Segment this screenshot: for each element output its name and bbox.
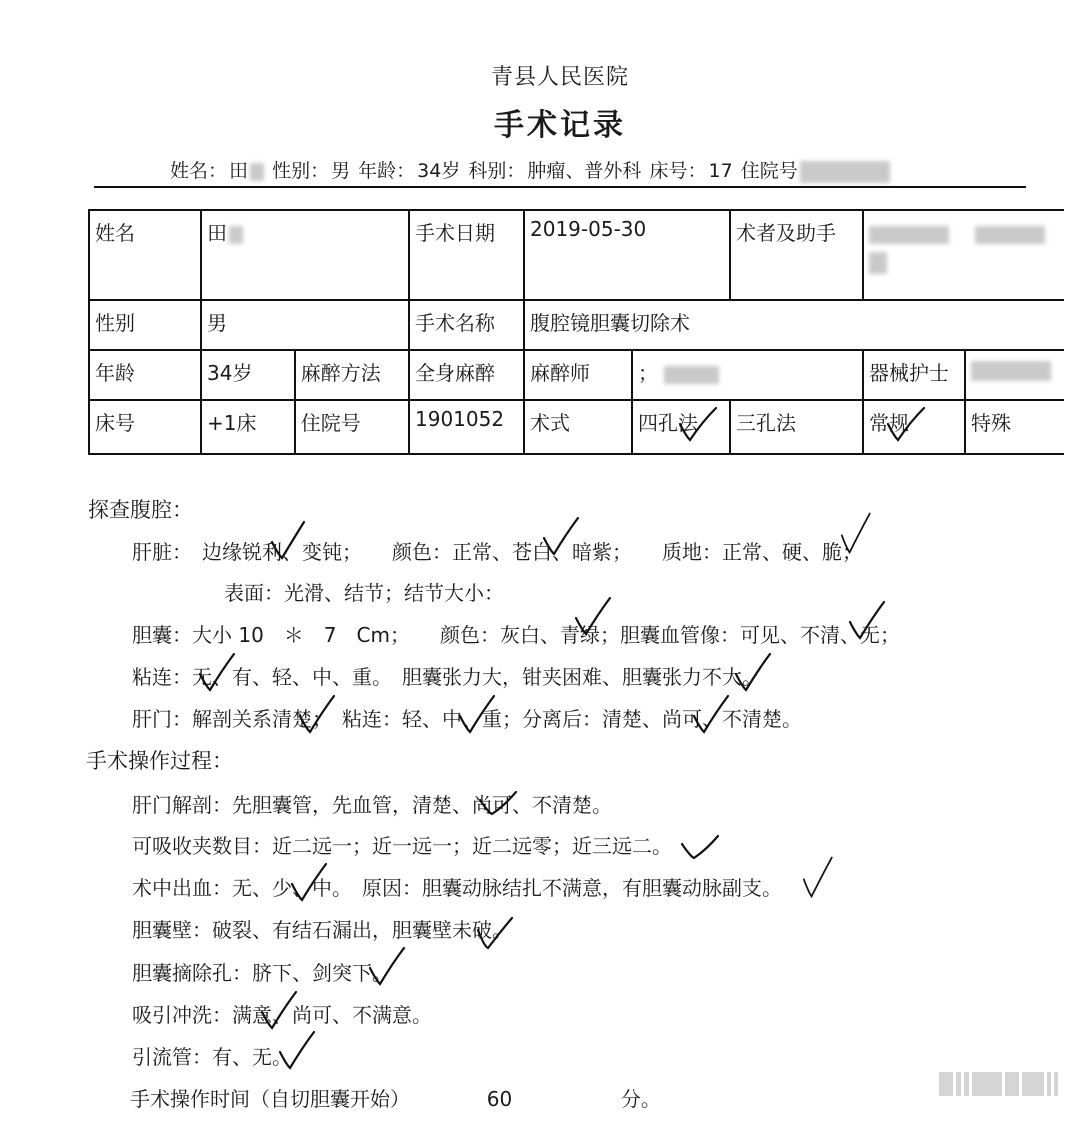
operation-time-label: 手术操作时间（自切胆囊开始） (130, 1087, 410, 1111)
cell-technique-label: 术式 (524, 400, 632, 454)
cell-option-routine: 常规 (863, 400, 965, 454)
info-age-value: 34岁 (417, 160, 461, 182)
cell-anesthetist-label: 麻醉师 (524, 350, 632, 400)
cell-surgery-name-value: 腹腔镜胆囊切除术 (524, 300, 1064, 350)
hospital-name: 青县人民医院 (490, 65, 629, 90)
gallbladder-line: 胆囊：大小 10 ＊ 7 Cm； 颜色：灰白、青绿；胆囊血管像：可见、不清、无； (132, 623, 900, 647)
operation-time-line (130, 1083, 661, 1112)
redacted-name (229, 226, 243, 244)
gallbladder-wall-line: 胆囊壁：破裂、有结石漏出，胆囊壁未破。 (132, 918, 512, 942)
anesthetist-separator: ； (638, 361, 659, 385)
cell-sex-label: 性别 (89, 300, 201, 350)
drain-line: 引流管：有、无。 (132, 1045, 292, 1069)
checkmark-icon (456, 694, 498, 736)
checkmark-icon (572, 596, 614, 638)
redacted-admission-number (800, 161, 890, 183)
info-sex-value: 男 (331, 160, 351, 182)
patient-info-line (170, 156, 892, 183)
checkmark-icon (676, 402, 718, 444)
checkmark-icon (296, 694, 338, 736)
cell-option-special: 特殊 (965, 400, 1064, 454)
cell-name-value (201, 210, 409, 300)
clips-line: 可吸收夹数目：近二远一；近一远一；近二远零；近三远二。 (132, 834, 672, 858)
checkmark-icon (476, 782, 518, 824)
operation-time-value: 60 (486, 1087, 513, 1111)
bleeding-line: 术中出血：无、少、中。 原因：胆囊动脉结扎不满意，有胆囊动脉副支。 (132, 876, 782, 900)
info-dept-value: 肿瘤、普外科 (527, 160, 642, 182)
checkmark-icon (540, 516, 582, 558)
cell-surgeon-value (863, 210, 1064, 300)
redacted-surgeon (869, 226, 949, 244)
cell-anesthetist-value (632, 350, 863, 400)
cell-sex-value: 男 (201, 300, 409, 350)
hilum-line: 肝门：解剖关系清楚； 粘连：轻、中、重；分离后：清楚、尚可、不清楚。 (132, 707, 802, 731)
info-name-value: 田 (229, 160, 249, 182)
checkmark-icon (884, 402, 926, 444)
cell-name-label: 姓名 (89, 210, 201, 300)
cell-surgery-date-value: 2019-05-30 (524, 210, 730, 300)
checkmark-icon (258, 990, 300, 1032)
liver-surface-line: 表面：光滑、结节；结节大小： (224, 581, 504, 605)
info-sex-label: 性别： (272, 160, 330, 182)
checkmark-icon (678, 826, 720, 868)
checkmark-icon (732, 652, 774, 694)
watermark-logo (939, 1072, 1058, 1096)
procedure-heading: 手术操作过程： (86, 749, 233, 773)
liver-line: 肝脏： 边缘锐利、变钝； 颜色：正常、苍白、暗紫； 质地：正常、硬、脆； (132, 540, 862, 564)
checkmark-icon (474, 912, 516, 954)
cell-admission-value: 1901052 (409, 400, 524, 454)
checkmark-icon (690, 694, 732, 736)
cell-anesthesia-method-value: 全身麻醉 (409, 350, 524, 400)
info-admission-label: 住院号 (740, 160, 798, 182)
checkmark-icon (288, 862, 330, 904)
cell-surgery-date-label: 手术日期 (409, 210, 524, 300)
adhesion-line: 粘连：无、有、轻、中、重。 胆囊张力大，钳夹困难、胆囊张力不大。 (132, 665, 762, 689)
name-value: 田 (207, 221, 227, 245)
cell-option-four-port: 四孔法 (632, 400, 730, 454)
info-name-label: 姓名： (170, 160, 228, 182)
info-bed-value: 17 (708, 160, 733, 182)
irrigation-line: 吸引冲洗：满意、尚可、不满意。 (132, 1003, 432, 1027)
operation-time-unit: 分。 (620, 1087, 661, 1111)
checkmark-icon (834, 512, 876, 554)
redacted-nurse (971, 361, 1051, 381)
cell-age-value: 34岁 (201, 350, 295, 400)
cell-age-label: 年龄 (89, 350, 201, 400)
cell-anesthesia-method-label: 麻醉方法 (295, 350, 409, 400)
document-title: 手术记录 (494, 108, 626, 143)
extraction-port-line: 胆囊摘除孔：脐下、剑突下。 (132, 961, 392, 985)
cell-bed-label: 床号 (89, 400, 201, 454)
checkmark-icon (366, 946, 408, 988)
info-dept-label: 科别： (468, 160, 526, 182)
cell-admission-label: 住院号 (295, 400, 409, 454)
cell-nurse-value (965, 350, 1064, 400)
checkmark-icon (846, 600, 888, 642)
cell-surgeon-label: 术者及助手 (730, 210, 863, 300)
header-rule (94, 186, 1026, 188)
cell-surgery-name-label: 手术名称 (409, 300, 524, 350)
cell-option-three-port: 三孔法 (730, 400, 863, 454)
info-age-label: 年龄： (358, 160, 416, 182)
checkmark-icon (196, 652, 238, 694)
redacted-name (250, 163, 264, 181)
info-bed-label: 床号： (649, 160, 707, 182)
redacted-anesthetist (664, 366, 719, 384)
checkmark-icon (268, 520, 310, 562)
checkmark-icon (796, 856, 838, 898)
redacted-assistant (975, 226, 1045, 244)
redacted-assistant-2 (869, 252, 887, 274)
cell-bed-value: +1床 (201, 400, 295, 454)
exploration-heading: 探查腹腔： (88, 498, 193, 522)
cell-nurse-label: 器械护士 (863, 350, 965, 400)
hilum-dissection-line: 肝门解剖：先胆囊管，先血管，清楚、尚可、不清楚。 (132, 793, 612, 817)
checkmark-icon (276, 1030, 318, 1072)
